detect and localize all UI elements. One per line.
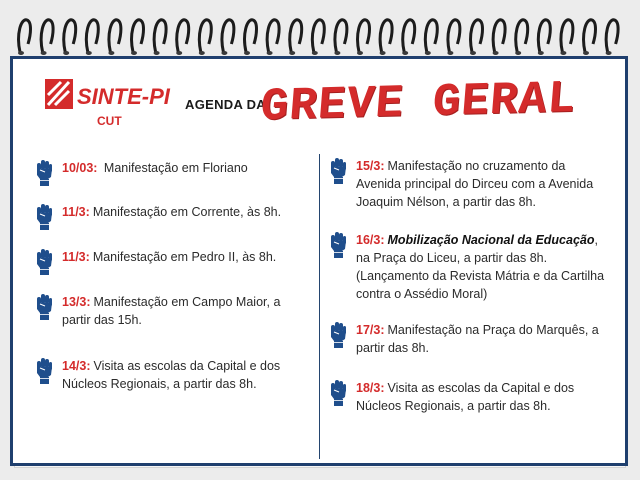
spiral-ring (109, 20, 121, 52)
event-date: 17/3: (356, 323, 385, 337)
spiral-ring (403, 20, 415, 52)
spiral-ring (267, 20, 279, 52)
spiral-ring (425, 20, 437, 52)
raised-fist-icon (329, 377, 347, 407)
notebook-page (10, 56, 628, 466)
agenda-event (329, 379, 605, 415)
binding-hole (425, 51, 431, 55)
spiral-ring (538, 20, 550, 52)
binding-hole (131, 51, 137, 55)
spiral-ring (245, 20, 257, 52)
agenda-event (35, 357, 295, 393)
sinte-pi-logo (45, 77, 173, 133)
event-date: 15/3: (356, 159, 385, 173)
binding-hole (357, 51, 363, 55)
raised-fist-icon (35, 201, 53, 231)
binding-hole (402, 51, 408, 55)
binding-hole (538, 51, 544, 55)
event-description: Manifestação na Praça do Marquês, a partir das 8h. (356, 323, 599, 355)
column-divider (319, 154, 320, 459)
event-description: Manifestação no cruzamento da Avenida principal do Dirceu com a Avenida Joaquim Nélson, a partir das 8h. (356, 159, 594, 209)
spiral-ring (516, 20, 528, 52)
event-date: 18/3: (356, 381, 385, 395)
binding-hole (18, 51, 24, 55)
binding-hole (176, 51, 182, 55)
event-text (62, 203, 281, 221)
agenda-event (35, 293, 295, 329)
header (35, 72, 615, 147)
binding-hole (380, 51, 386, 55)
spiral-ring (132, 20, 144, 52)
binding-hole (447, 51, 453, 55)
agenda-event (329, 231, 605, 303)
spiral-ring (222, 20, 234, 52)
event-description: Visita as escolas da Capital e dos Núcleos Regionais, a partir das 8h. (356, 381, 575, 413)
event-text (62, 248, 276, 266)
spiral-ring (19, 20, 31, 52)
spiral-ring (380, 20, 392, 52)
spiral-ring (335, 20, 347, 52)
binding-hole (470, 51, 476, 55)
spiral-ring (154, 20, 166, 52)
binding-hole (86, 51, 92, 55)
binding-hole (560, 51, 566, 55)
event-description: Manifestação em Campo Maior, a partir das 15h. (62, 295, 281, 327)
binding-hole (154, 51, 160, 55)
agenda-event (35, 203, 295, 231)
spiral-ring (290, 20, 302, 52)
binding-hole (63, 51, 69, 55)
spiral-ring (199, 20, 211, 52)
event-text (356, 321, 605, 357)
event-text (62, 159, 248, 177)
raised-fist-icon (35, 246, 53, 276)
event-description: Manifestação em Floriano (100, 161, 248, 175)
binding-hole (583, 51, 589, 55)
event-text (62, 357, 295, 393)
raised-fist-icon (329, 229, 347, 259)
logo-text: SINTE-PI (77, 84, 170, 109)
agenda-label: AGENDA DA (185, 97, 266, 112)
spiral-ring (493, 20, 505, 52)
binding-hole (108, 51, 114, 55)
spiral-ring (561, 20, 573, 52)
binding-hole (267, 51, 273, 55)
logo-subtext: CUT (97, 114, 122, 128)
event-date: 14/3: (62, 359, 91, 373)
spiral-binding (14, 14, 626, 58)
spiral-ring (177, 20, 189, 52)
event-text (62, 293, 295, 329)
spiral-ring (41, 20, 53, 52)
raised-fist-icon (35, 291, 53, 321)
event-text (356, 157, 605, 211)
agenda-event (329, 321, 605, 357)
raised-fist-icon (329, 155, 347, 185)
agenda-event (35, 159, 295, 187)
spiral-ring (584, 20, 596, 52)
binding-hole (199, 51, 205, 55)
raised-fist-icon (35, 355, 53, 385)
event-description: Manifestação em Pedro II, às 8h. (92, 250, 277, 264)
event-date: 10/03: (62, 161, 98, 175)
raised-fist-icon (329, 319, 347, 349)
spiral-ring (312, 20, 324, 52)
binding-hole (244, 51, 250, 55)
event-highlight: Mobilização Nacional da Educação (387, 233, 595, 247)
spiral-ring (471, 20, 483, 52)
event-text (356, 379, 605, 415)
spiral-ring (448, 20, 460, 52)
binding-hole (221, 51, 227, 55)
binding-hole (606, 51, 612, 55)
event-description: Visita as escolas da Capital e dos Núcleos Regionais, a partir das 8h. (62, 359, 281, 391)
event-date: 13/3: (62, 295, 91, 309)
event-description: , na Praça do Liceu, a partir das 8h. (Lançamento da Revista Mátria e da Cartilha contra o Assédio Moral) (356, 233, 605, 301)
binding-hole (312, 51, 318, 55)
binding-hole (515, 51, 521, 55)
spiral-ring (86, 20, 98, 52)
raised-fist-icon (35, 157, 53, 187)
event-text (356, 231, 605, 303)
spiral-ring (358, 20, 370, 52)
binding-hole (41, 51, 47, 55)
binding-hole (493, 51, 499, 55)
agenda-event (35, 248, 295, 276)
event-date: 11/3: (62, 205, 90, 219)
spiral-ring (64, 20, 76, 52)
event-date: 16/3: (356, 233, 385, 247)
event-description: Manifestação em Corrente, às 8h. (92, 205, 282, 219)
spiral-ring (606, 20, 618, 52)
event-date: 11/3: (62, 250, 90, 264)
agenda-event (329, 157, 605, 211)
binding-hole (334, 51, 340, 55)
page-title: GREVE GERAL (258, 72, 579, 134)
binding-hole (289, 51, 295, 55)
